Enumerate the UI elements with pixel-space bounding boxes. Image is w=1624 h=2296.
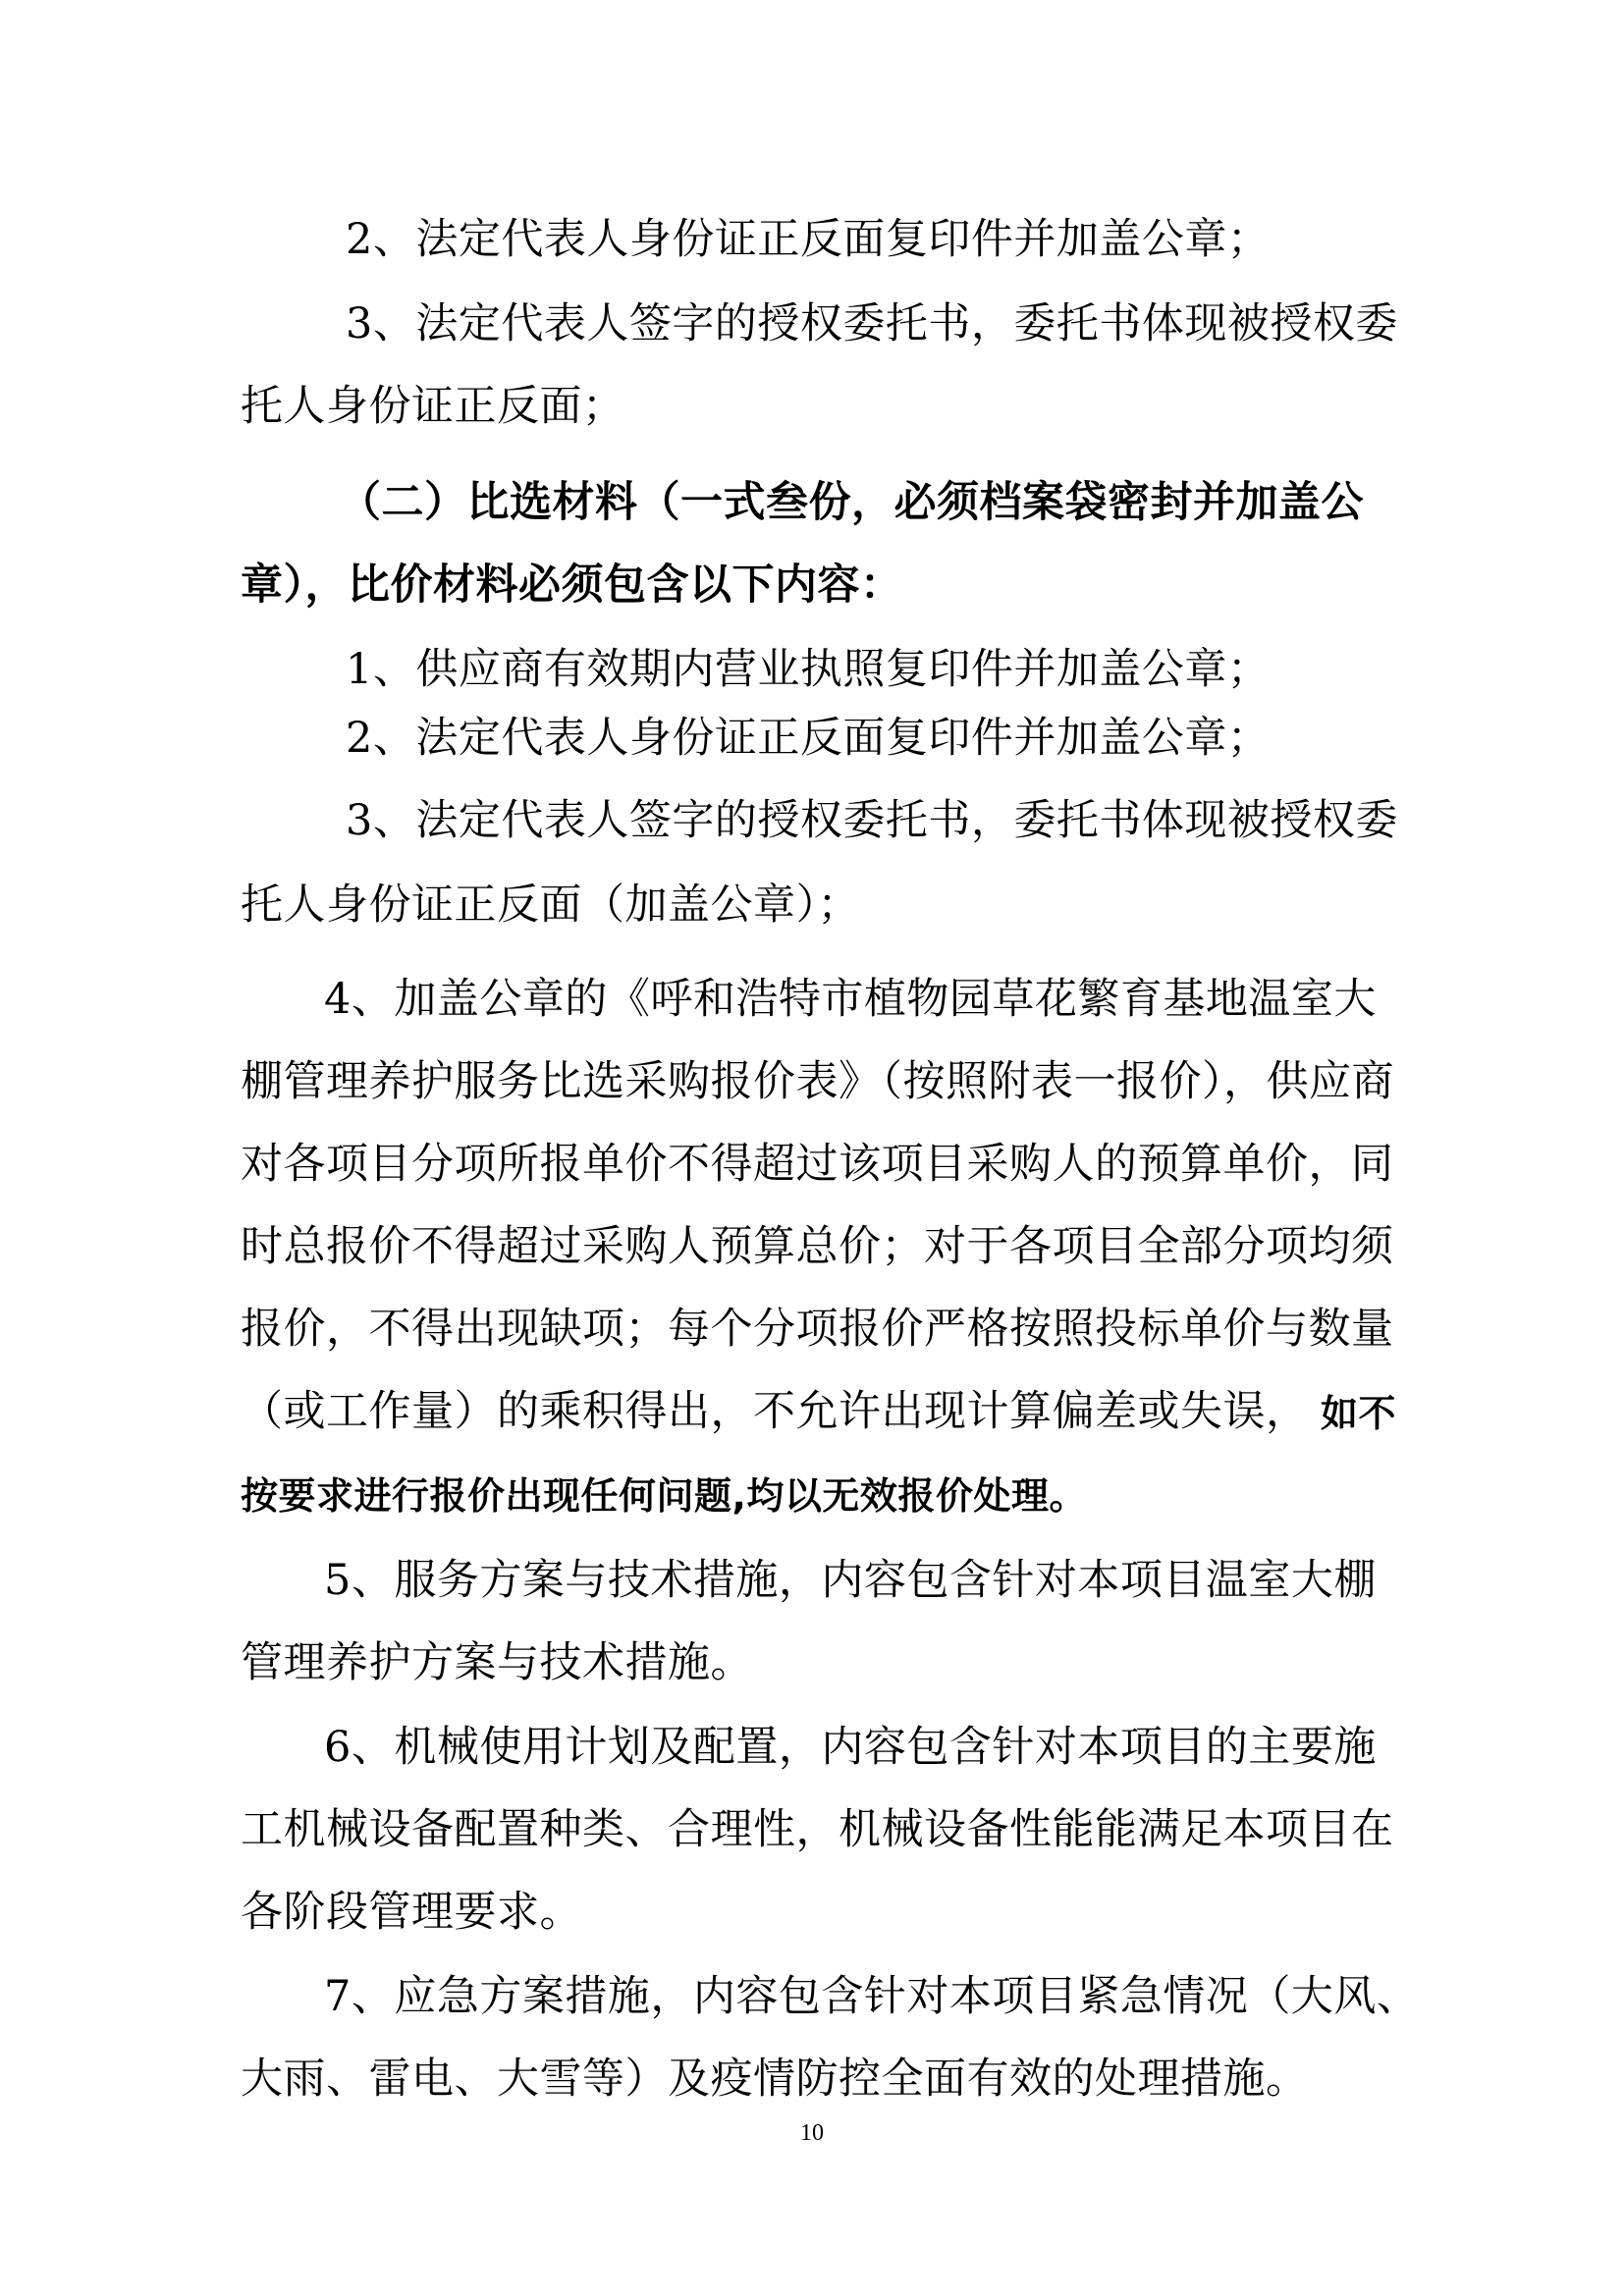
item-quotation-table-line4: 时总报价不得超过采购人预算总价；对于各项目全部分项均须	[241, 1222, 1394, 1271]
item-quotation-table: 4、加盖公章的《呼和浩特市植物园草花繁育基地温室大	[324, 975, 1377, 1024]
item-emergency-plan-cont: 大雨、雷电、大雪等）及疫情防控全面有效的处理措施。	[241, 2055, 1309, 2104]
item-machinery-plan-line3: 各阶段管理要求。	[241, 1888, 582, 1937]
item-service-plan: 5、服务方案与技术措施，内容包含针对本项目温室大棚	[324, 1556, 1377, 1605]
item-legal-rep-id-copy: 2、法定代表人身份证正反面复印件并加盖公章；	[346, 215, 1271, 264]
item-authorization-letter-2: 3、法定代表人签字的授权委托书，委托书体现被授权委	[346, 796, 1398, 845]
item-emergency-plan: 7、应急方案措施，内容包含针对本项目紧急情况（大风、	[324, 1972, 1420, 2021]
item-quotation-warning: 按要求进行报价出现任何问题,均以无效报价处理。	[241, 1474, 1087, 1518]
page-number: 10	[800, 2120, 824, 2146]
item-machinery-plan-line2: 工机械设备配置种类、合理性，机械设备性能能满足本项目在	[241, 1805, 1394, 1854]
item-quotation-table-line5: 报价，不得出现缺项；每个分项报价严格按照投标单价与数量	[241, 1305, 1394, 1354]
item-authorization-letter-cont: 托人身份证正反面；	[241, 382, 625, 431]
item-service-plan-cont: 管理养护方案与技术措施。	[241, 1638, 753, 1687]
item-machinery-plan: 6、机械使用计划及配置，内容包含针对本项目的主要施	[324, 1723, 1377, 1772]
item-business-license: 1、供应商有效期内营业执照复印件并加盖公章；	[346, 645, 1271, 694]
item-quotation-warning-start: 如不	[1321, 1392, 1397, 1435]
item-legal-rep-id-copy-2: 2、法定代表人身份证正反面复印件并加盖公章；	[346, 714, 1271, 763]
item-authorization-letter: 3、法定代表人签字的授权委托书，委托书体现被授权委	[346, 299, 1398, 348]
item-quotation-table-line2: 棚管理养护服务比选采购报价表》（按照附表一报价），供应商	[241, 1057, 1394, 1106]
item-authorization-letter-2-cont: 托人身份证正反面（加盖公章）；	[241, 881, 860, 930]
item-quotation-table-line3: 对各项目分项所报单价不得超过该项目采购人的预算单价，同	[241, 1140, 1394, 1189]
section-heading-comparison-materials: （二）比选材料（一式叁份，必须档案袋密封并加盖公	[339, 478, 1364, 527]
item-quotation-table-line6: （或工作量）的乘积得出，不允许出现计算偏差或失误，	[241, 1387, 1309, 1436]
section-heading-comparison-materials-cont: 章），比价材料必须包含以下内容：	[241, 561, 903, 610]
